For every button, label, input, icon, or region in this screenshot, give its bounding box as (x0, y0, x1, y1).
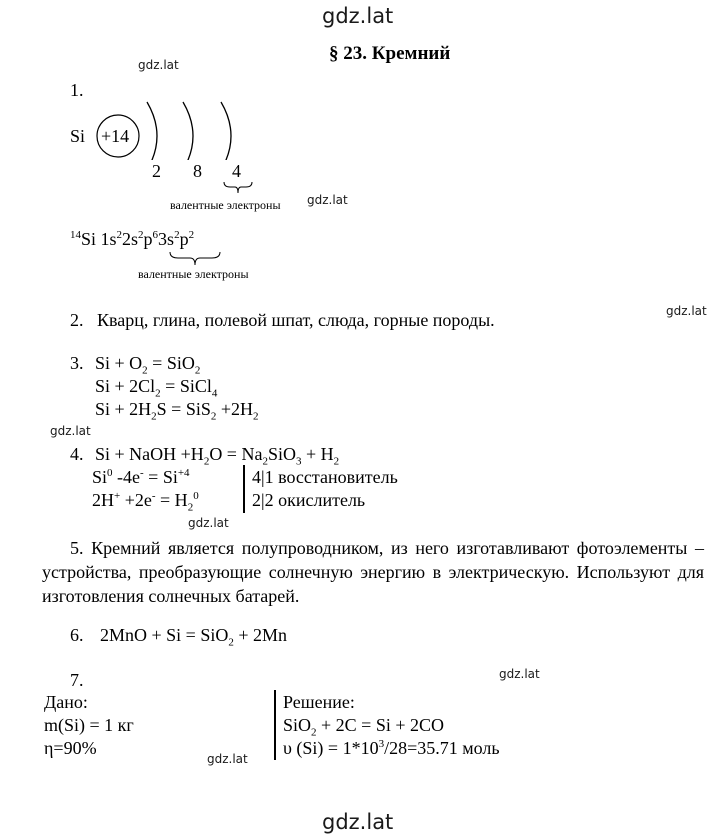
shell-arc (221, 102, 231, 160)
solution-equation: SiO$_2$ + 2C = Si + 2CO (283, 715, 444, 739)
divider-line (274, 690, 276, 760)
role-text: 4|1 восстановитель (252, 467, 398, 487)
given-value: η=90% (44, 738, 97, 758)
question-number: 2. (70, 310, 84, 330)
element-symbol: Si (70, 126, 86, 146)
page-title: § 23. Кремний (329, 43, 451, 64)
watermark-small: gdz.lat (666, 304, 707, 318)
valence-caption: валентные электроны (138, 267, 249, 281)
half-reaction: Si$^0$ $-4e^- = Si^{+4}$ (92, 467, 190, 487)
role-text: 2|2 окислитель (252, 490, 366, 510)
question-number: 7. (70, 670, 84, 690)
question-number: 6. (70, 625, 84, 645)
equation: Si + NaOH $+H_2O = Na_2SiO_3 + H_2$ (95, 444, 340, 468)
nucleus-charge: +14 (101, 126, 130, 146)
equation: $Si + 2H_2S = SiS_2 +2H_2$ (95, 399, 259, 423)
valence-caption: валентные электроны (170, 198, 281, 212)
shell-count: 2 (152, 161, 161, 181)
equation: $Si + O_2 = SiO_2$ (95, 353, 201, 377)
watermark-small: gdz.lat (307, 193, 348, 207)
watermark-top: gdz.lat (322, 4, 394, 28)
watermark-small: gdz.lat (188, 516, 229, 530)
question-number: 1. (70, 80, 84, 100)
watermark-small: gdz.lat (499, 667, 540, 681)
watermark-small: gdz.lat (138, 58, 179, 72)
paragraph-text: 5. Кремний является полупроводником, из него изготавливают фотоэлементы – устройства, преобразующие солнечную энергию в электрическую. Используют для изготовления солнечных батарей. (42, 538, 704, 606)
valence-brace (168, 250, 224, 268)
watermark-small: gdz.lat (50, 424, 91, 438)
watermark-small: gdz.lat (207, 752, 248, 766)
answer-text: Кварц, глина, полевой шпат, слюда, горные породы. (97, 310, 495, 330)
half-reaction: $2H^+ +2e^- = H_2^0$ (92, 490, 199, 514)
given-label: Дано: (44, 692, 88, 712)
electron-config: $^{14}$Si $1s^22s^2p^63s^2p^2$ (70, 229, 195, 249)
solution-label: Решение: (283, 692, 355, 712)
shell-count: 8 (193, 161, 202, 181)
solution-calculation: υ $(Si) = 1*10^3/28=35.71$ моль (283, 738, 500, 758)
question-number: 4. (70, 444, 84, 464)
given-value: m(Si) = 1 кг (44, 715, 134, 735)
divider-line (243, 465, 245, 513)
equation: $Si + 2Cl_2$ = SiCl$_4$ (95, 376, 218, 400)
shell-arc (183, 102, 193, 160)
question-number: 3. (70, 353, 84, 373)
shell-count: 4 (232, 161, 241, 181)
watermark-bottom: gdz.lat (322, 810, 394, 834)
equation: 2MnO + Si = SiO$_2$ + 2Mn (100, 625, 287, 649)
shell-arc (147, 102, 157, 160)
valence-brace (222, 180, 254, 196)
